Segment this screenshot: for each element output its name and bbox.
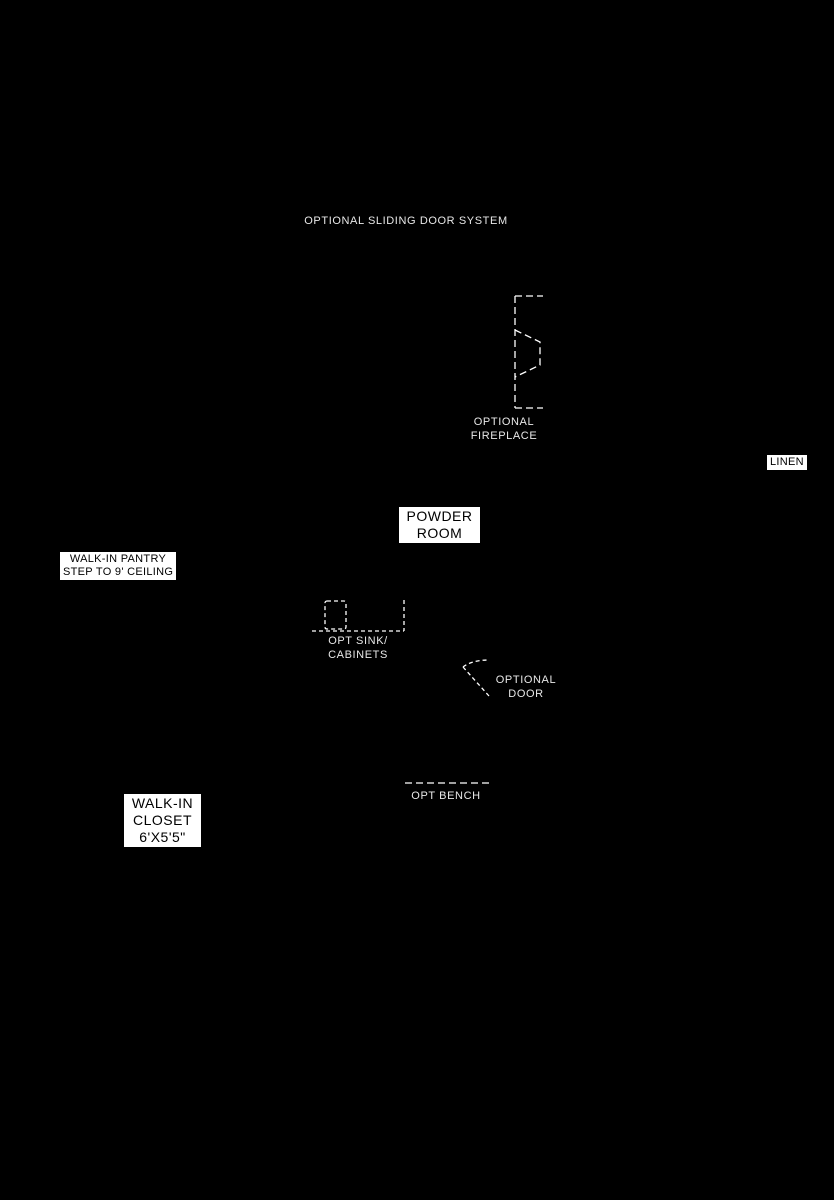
- optional-door-swing: [463, 660, 489, 696]
- closet-label: [124, 794, 201, 847]
- optional-door-note-line-2: DOOR: [508, 688, 544, 700]
- linen-label: LINEN: [767, 455, 807, 470]
- bench-note: OPT BENCH: [411, 790, 481, 802]
- sliding-door-note: OPTIONAL SLIDING DOOR SYSTEM: [304, 215, 508, 227]
- powder-room-label-line-2: ROOM: [416, 525, 463, 541]
- powder-room-label-line-1: POWDER: [406, 508, 473, 524]
- optional-door-note: [488, 673, 564, 701]
- optional-sink-outline: [312, 600, 404, 631]
- pantry-label-line-2: STEP TO 9' CEILING: [63, 566, 174, 578]
- fireplace-note-line-2: FIREPLACE: [470, 430, 538, 442]
- closet-label-line-2: CLOSET: [132, 812, 192, 828]
- fireplace-note-line-1: OPTIONAL: [473, 416, 535, 428]
- closet-label-line-1: WALK-IN: [131, 795, 194, 811]
- sink-note-line-1: OPT SINK/: [328, 635, 388, 647]
- pantry-label: [60, 552, 176, 580]
- closet-label-line-3: 6'X5'5": [139, 829, 186, 845]
- fireplace-note: [460, 415, 548, 443]
- optional-fireplace-outline: [515, 296, 543, 408]
- sink-note: [316, 634, 400, 662]
- sink-note-line-2: CABINETS: [328, 649, 388, 661]
- optional-door-note-line-1: OPTIONAL: [495, 674, 557, 686]
- pantry-label-line-1: WALK-IN PANTRY: [69, 553, 167, 565]
- powder-room-label: [399, 507, 480, 543]
